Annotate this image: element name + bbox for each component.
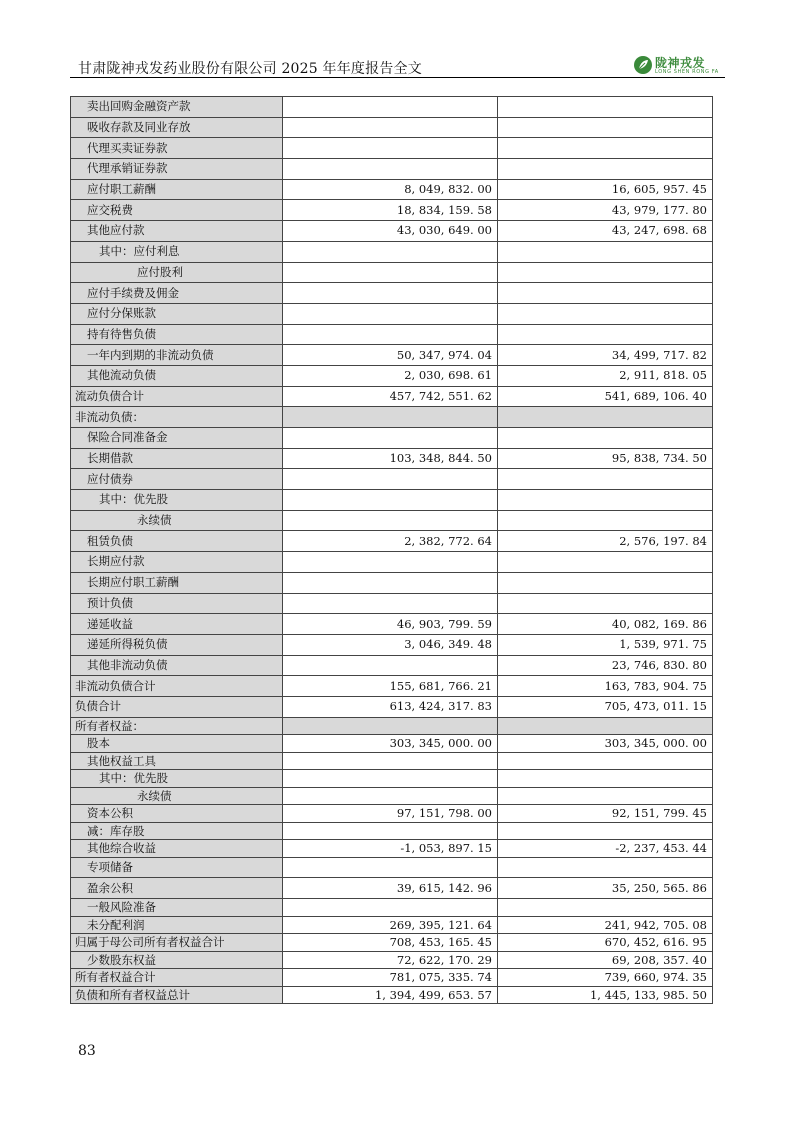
row-label: 卖出回购金融资产款 [71,97,283,118]
table-row [71,969,713,987]
table-row [71,469,713,490]
row-label: 一年内到期的非流动负债 [71,345,283,366]
table-row [71,283,713,304]
table-row [71,510,713,531]
period-start-value: 163, 783, 904. 75 [498,676,713,697]
table-row [71,986,713,1004]
table-row [71,717,713,735]
table-row [71,386,713,407]
row-label: 应付职工薪酬 [71,179,283,200]
row-label: 预计负债 [71,593,283,614]
period-start-value [498,490,713,511]
period-start-value [498,593,713,614]
row-label: 减：库存股 [71,822,283,840]
period-start-value [498,138,713,159]
period-end-value [283,469,498,490]
period-end-value [283,899,498,917]
balance-sheet-body [71,97,713,1004]
period-end-value: 3, 046, 349. 48 [283,634,498,655]
leaf-logo-icon [633,55,653,75]
row-label: 其中：优先股 [71,490,283,511]
table-row [71,490,713,511]
period-end-value [283,159,498,180]
period-start-value: 23, 746, 830. 80 [498,655,713,676]
page-header [78,54,725,76]
period-start-value: 1, 445, 133, 985. 50 [498,986,713,1004]
period-end-value: 708, 453, 165. 45 [283,934,498,952]
table-row [71,428,713,449]
table-row [71,97,713,118]
period-end-value [283,324,498,345]
table-row [71,735,713,753]
row-label: 未分配利润 [71,916,283,934]
row-label: 代理承销证券款 [71,159,283,180]
period-start-value [498,552,713,573]
period-end-value: 155, 681, 766. 21 [283,676,498,697]
row-label: 应付分保账款 [71,303,283,324]
row-label: 负债和所有者权益总计 [71,986,283,1004]
table-row [71,262,713,283]
table-row [71,696,713,717]
page-number: 83 [78,1043,96,1059]
period-start-value [498,97,713,118]
period-end-value [283,262,498,283]
period-end-value: 43, 030, 649. 00 [283,221,498,242]
period-end-value [283,593,498,614]
table-row [71,805,713,823]
period-start-value [498,283,713,304]
period-start-value [498,469,713,490]
row-label: 应付股利 [71,262,283,283]
row-label: 其他非流动负债 [71,655,283,676]
period-end-value: 18, 834, 159. 58 [283,200,498,221]
row-label: 应交税费 [71,200,283,221]
period-start-value: 43, 247, 698. 68 [498,221,713,242]
period-end-value [283,138,498,159]
row-label: 一般风险准备 [71,899,283,917]
header-divider [70,77,725,78]
logo-text: 陇神戎发 [655,56,706,70]
period-start-value [498,899,713,917]
table-row [71,655,713,676]
row-label: 资本公积 [71,805,283,823]
period-start-value: 92, 151, 799. 45 [498,805,713,823]
row-label: 股本 [71,735,283,753]
period-start-value [498,787,713,805]
table-row [71,448,713,469]
row-label: 少数股东权益 [71,951,283,969]
table-row [71,324,713,345]
period-start-value: 2, 576, 197. 84 [498,531,713,552]
period-end-value: 50, 347, 974. 04 [283,345,498,366]
table-row [71,634,713,655]
table-row [71,676,713,697]
row-label: 所有者权益： [71,717,283,735]
row-label: 归属于母公司所有者权益合计 [71,934,283,952]
table-row [71,857,713,878]
period-start-value: 69, 208, 357. 40 [498,951,713,969]
period-end-value: 303, 345, 000. 00 [283,735,498,753]
period-start-value: -2, 237, 453. 44 [498,840,713,858]
balance-sheet-table [70,96,713,1004]
table-row [71,593,713,614]
row-label: 应付手续费及佣金 [71,283,283,304]
table-row [71,345,713,366]
period-end-value: 457, 742, 551. 62 [283,386,498,407]
period-start-value [498,510,713,531]
period-end-value: 46, 903, 799. 59 [283,614,498,635]
period-start-value: 241, 942, 705. 08 [498,916,713,934]
row-label: 其中：优先股 [71,770,283,788]
period-end-value: 269, 395, 121. 64 [283,916,498,934]
period-end-value [283,717,498,735]
table-row [71,138,713,159]
period-start-value: 303, 345, 000. 00 [498,735,713,753]
period-end-value [283,752,498,770]
table-row [71,221,713,242]
period-start-value [498,572,713,593]
period-start-value [498,717,713,735]
table-row [71,752,713,770]
period-end-value: 613, 424, 317. 83 [283,696,498,717]
period-start-value: 739, 660, 974. 35 [498,969,713,987]
period-end-value [283,97,498,118]
row-label: 永续债 [71,787,283,805]
period-start-value [498,303,713,324]
period-end-value [283,787,498,805]
row-label: 所有者权益合计 [71,969,283,987]
table-row [71,572,713,593]
row-label: 非流动负债合计 [71,676,283,697]
period-start-value [498,324,713,345]
period-end-value: 8, 049, 832. 00 [283,179,498,200]
table-row [71,822,713,840]
period-start-value: 670, 452, 616. 95 [498,934,713,952]
period-end-value [283,572,498,593]
table-row [71,934,713,952]
table-row [71,303,713,324]
table-row [71,241,713,262]
period-start-value [498,857,713,878]
row-label: 长期应付职工薪酬 [71,572,283,593]
period-end-value: 2, 030, 698. 61 [283,365,498,386]
period-end-value: 97, 151, 798. 00 [283,805,498,823]
table-row [71,159,713,180]
period-start-value [498,117,713,138]
row-label: 吸收存款及同业存放 [71,117,283,138]
period-end-value [283,283,498,304]
row-label: 递延所得税负债 [71,634,283,655]
period-start-value: 705, 473, 011. 15 [498,696,713,717]
period-end-value: 1, 394, 499, 653. 57 [283,986,498,1004]
period-end-value: 72, 622, 170. 29 [283,951,498,969]
table-row [71,770,713,788]
period-start-value [498,752,713,770]
period-end-value [283,241,498,262]
row-label: 非流动负债： [71,407,283,428]
row-label: 长期应付款 [71,552,283,573]
table-row [71,552,713,573]
period-end-value: 103, 348, 844. 50 [283,448,498,469]
period-start-value [498,428,713,449]
period-end-value: -1, 053, 897. 15 [283,840,498,858]
report-title: 甘肃陇神戎发药业股份有限公司 2025 年年度报告全文 [78,61,422,77]
period-end-value [283,303,498,324]
row-label: 保险合同准备金 [71,428,283,449]
row-label: 长期借款 [71,448,283,469]
row-label: 其他应付款 [71,221,283,242]
table-row [71,117,713,138]
period-start-value: 2, 911, 818. 05 [498,365,713,386]
row-label: 负债合计 [71,696,283,717]
table-row [71,951,713,969]
period-end-value [283,552,498,573]
row-label: 其中：应付利息 [71,241,283,262]
period-end-value [283,857,498,878]
period-end-value [283,490,498,511]
period-start-value: 16, 605, 957. 45 [498,179,713,200]
period-start-value: 43, 979, 177. 80 [498,200,713,221]
period-start-value: 35, 250, 565. 86 [498,878,713,899]
period-start-value [498,822,713,840]
row-label: 递延收益 [71,614,283,635]
period-start-value [498,262,713,283]
table-row [71,840,713,858]
row-label: 其他权益工具 [71,752,283,770]
company-logo [633,54,725,76]
row-label: 专项储备 [71,857,283,878]
period-end-value: 781, 075, 335. 74 [283,969,498,987]
period-start-value: 34, 499, 717. 82 [498,345,713,366]
table-row [71,787,713,805]
row-label: 代理买卖证券款 [71,138,283,159]
period-start-value: 1, 539, 971. 75 [498,634,713,655]
table-row [71,899,713,917]
period-start-value: 541, 689, 106. 40 [498,386,713,407]
row-label: 其他流动负债 [71,365,283,386]
table-row [71,614,713,635]
period-start-value [498,407,713,428]
period-end-value [283,770,498,788]
period-end-value [283,510,498,531]
table-row [71,200,713,221]
period-end-value [283,428,498,449]
period-end-value [283,822,498,840]
table-row [71,878,713,899]
table-row [71,531,713,552]
row-label: 盈余公积 [71,878,283,899]
row-label: 永续债 [71,510,283,531]
period-end-value [283,117,498,138]
logo-subtext: LONG SHEN RONG FA [655,69,719,75]
period-start-value [498,770,713,788]
period-end-value [283,407,498,428]
row-label: 租赁负债 [71,531,283,552]
period-end-value [283,655,498,676]
row-label: 其他综合收益 [71,840,283,858]
period-start-value: 40, 082, 169. 86 [498,614,713,635]
period-start-value [498,159,713,180]
table-row [71,407,713,428]
period-start-value: 95, 838, 734. 50 [498,448,713,469]
table-row [71,365,713,386]
table-row [71,916,713,934]
table-row [71,179,713,200]
row-label: 应付债券 [71,469,283,490]
period-end-value: 39, 615, 142. 96 [283,878,498,899]
period-end-value: 2, 382, 772. 64 [283,531,498,552]
period-start-value [498,241,713,262]
row-label: 流动负债合计 [71,386,283,407]
row-label: 持有待售负债 [71,324,283,345]
